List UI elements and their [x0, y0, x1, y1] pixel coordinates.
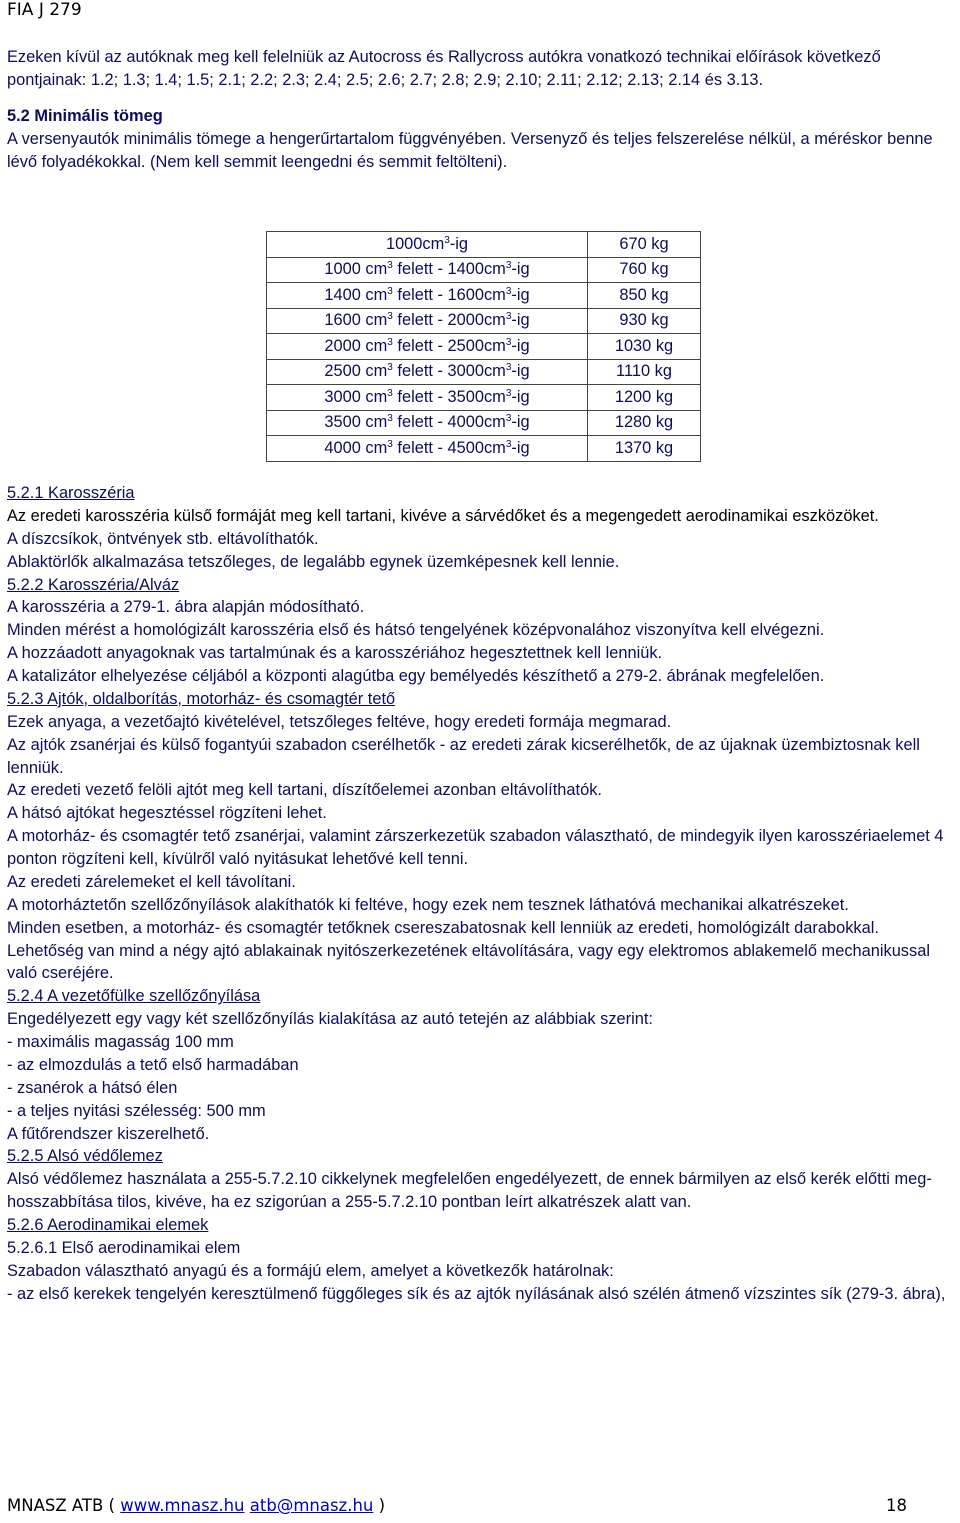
capacity-text: 2000 cm — [324, 336, 388, 355]
capacity-text: felett - 3500cm — [392, 387, 506, 406]
table-row — [267, 257, 701, 283]
section-heading-5-2-5: 5.2.5 Alsó védőlemez — [7, 1147, 163, 1166]
main-content — [7, 46, 955, 174]
paragraph: Az eredeti zárelemeket el kell távolítani. — [7, 872, 296, 891]
superscript: 3 — [505, 387, 512, 399]
list-item: - a teljes nyitási szélesség: 500 mm — [7, 1101, 266, 1120]
superscript: 3 — [505, 413, 512, 425]
capacity-text: felett - 4500cm — [392, 438, 506, 457]
capacity-text: -ig — [511, 311, 530, 330]
capacity-text: 1600 cm — [324, 311, 388, 330]
section-heading-5-2-4: 5.2.4 A vezetőfülke szellőzőnyílása — [7, 987, 261, 1006]
paragraph: Az eredeti karosszéria külső formáját meg kell tartani, kivéve a sárvédőket és a megengedett aerodinamikai eszközöket. — [7, 506, 879, 525]
table-row — [267, 308, 701, 334]
capacity-text: -ig — [511, 362, 530, 381]
page-number: 18 — [886, 1496, 907, 1515]
capacity-text: -ig — [511, 387, 530, 406]
superscript: 3 — [387, 362, 393, 374]
superscript: 3 — [387, 336, 393, 348]
paragraph: A hozzáadott anyagoknak vas tartalmúnak és a karosszériához hegesztettnek kell lenniük. — [7, 644, 663, 663]
capacity-text: felett - 1400cm — [392, 260, 506, 279]
capacity-text: 1400 cm — [324, 285, 388, 304]
capacity-text: 3000 cm — [324, 387, 388, 406]
weight-cell: 1370 kg — [588, 436, 701, 462]
section-heading-5-2-6-1: 5.2.6.1 Első aerodinamikai elem — [7, 1238, 241, 1257]
paragraph: Szabadon választható anyagú és a formájú elem, amelyet a következők határolnak: — [7, 1261, 614, 1280]
section-heading-5-2-2: 5.2.2 Karosszéria/Alváz — [7, 575, 180, 594]
weight-cell: 930 kg — [588, 308, 701, 334]
section-5-2 — [7, 105, 955, 175]
capacity-text: felett - 4000cm — [392, 413, 506, 432]
section-5-2-text — [7, 128, 955, 175]
capacity-cell — [267, 410, 588, 436]
weight-cell: 1110 kg — [588, 359, 701, 385]
paragraph: Minden esetben, a motorház- és csomagtér tetőknek csereszabatosnak kell lenniük az eredeti, homológizált darabokkal. — [7, 918, 879, 937]
capacity-cell — [267, 308, 588, 334]
email-link[interactable]: atb@mnasz.hu — [249, 1496, 374, 1515]
capacity-cell — [267, 436, 588, 462]
table-row — [267, 410, 701, 436]
table-row — [267, 436, 701, 462]
capacity-text: -ig — [511, 260, 530, 279]
footer-suffix: ) — [373, 1496, 386, 1515]
paragraph: Ablaktörlők alkalmazása tetszőleges, de legalább egynek üzemképesnek kell lennie. — [7, 552, 620, 571]
table-row — [267, 232, 701, 258]
list-item: - zsanérok a hátsó élen — [7, 1078, 178, 1097]
superscript: 3 — [387, 413, 393, 425]
regulations-text — [7, 482, 957, 1306]
capacity-text: felett - 2000cm — [392, 311, 506, 330]
capacity-text: felett - 2500cm — [392, 336, 506, 355]
section-heading-5-2-1: 5.2.1 Karosszéria — [7, 484, 135, 502]
capacity-text: 4000 cm — [324, 438, 388, 457]
capacity-cell — [267, 257, 588, 283]
superscript: 3 — [387, 285, 393, 297]
list-item: - az elmozdulás a tető első harmadában — [7, 1055, 299, 1074]
capacity-cell — [267, 232, 588, 258]
page-header: FIA J 279 — [7, 0, 82, 20]
capacity-text: 2500 cm — [324, 362, 388, 381]
paragraph: Alsó védőlemez használata a 255-5.7.2.10 cikkelynek megfelelően engedélyezett, de ennek bármilyen az első kerék előtti meg-hosszabbítása tilos, kivéve, ha ez szigorúan a 255-5.7.2.10 pontban leírt alkatrészek alatt van. — [7, 1170, 932, 1212]
capacity-text: felett - 1600cm — [392, 285, 506, 304]
superscript: 3 — [505, 260, 512, 272]
superscript: 3 — [505, 311, 512, 323]
paragraph: Az ajtók zsanérjai és külső fogantyúi szabadon cserélhetők - az eredeti zárak kicserélhetők, de az újaknak üzembiztosnak kell lenniük. — [7, 735, 920, 777]
superscript: 3 — [387, 311, 393, 323]
paragraph: A katalizátor elhelyezése céljából a központi alagútba egy bemélyedés készíthető a 279-2. ábrának megfelelően. — [7, 667, 825, 685]
capacity-text: felett - 3000cm — [392, 362, 506, 381]
capacity-text: -ig — [511, 413, 530, 432]
capacity-text: -ig — [511, 438, 530, 457]
weight-cell: 1280 kg — [588, 410, 701, 436]
paragraph: A díszcsíkok, öntvények stb. eltávolíthatók. — [7, 529, 319, 548]
paragraph: A fűtőrendszer kiszerelhető. — [7, 1124, 210, 1143]
capacity-cell — [267, 334, 588, 360]
paragraph: A motorháztetőn szellőzőnyílások alakíthatók ki feltéve, hogy ezek nem tesznek láthatóvá mechanikai alkatrészeket. — [7, 895, 849, 914]
capacity-cell — [267, 359, 588, 385]
paragraph: A karosszéria a 279-1. ábra alapján módosítható. — [7, 598, 365, 617]
superscript: 3 — [387, 260, 393, 272]
weight-table — [266, 231, 701, 462]
weight-cell: 1030 kg — [588, 334, 701, 360]
table-row — [267, 334, 701, 360]
section-heading-5-2-6: 5.2.6 Aerodinamikai elemek — [7, 1216, 209, 1234]
capacity-text: 1000cm — [385, 234, 445, 253]
capacity-cell — [267, 283, 588, 309]
superscript: 3 — [505, 362, 512, 374]
weight-cell: 1200 kg — [588, 385, 701, 411]
table-row — [267, 283, 701, 309]
superscript: 3 — [444, 234, 450, 246]
weight-cell: 760 kg — [588, 257, 701, 283]
page-footer — [7, 1496, 907, 1515]
paragraph: Engedélyezett egy vagy két szellőzőnyílás kialakítása az autó tetején az alábbiak szerint: — [7, 1010, 653, 1029]
capacity-text: -ig — [511, 285, 530, 304]
section-5-2-note: (Nem kell semmit leengedni és semmit feltölteni). — [145, 153, 508, 172]
weight-cell: 850 kg — [588, 283, 701, 309]
capacity-cell — [267, 385, 588, 411]
paragraph: A motorház- és csomagtér tető zsanérjai, valamint zárszerkezetük szabadon választható, de mindegyik ilyen karosszériaelemet 4 ponton rögzíteni kell, kívülről való nyitásukat lehetővé kell tenni. — [7, 827, 944, 868]
superscript: 3 — [505, 285, 512, 297]
website-link[interactable]: www.mnasz.hu — [120, 1496, 245, 1515]
superscript: 3 — [387, 438, 393, 450]
intro-paragraph: Ezeken kívül az autóknak meg kell felelniük az Autocross és Rallycross autókra vonatkozó technikai előírások következő pontjainak: 1.2; 1.3; 1.4; 1.5; 2.1; 2.2; 2.3; 2.4; 2.5; 2.6; 2.7; 2.8; 2.9; 2.10; 2.11; 2.12; 2.13; 2.14 és 3.13. — [7, 48, 881, 89]
superscript: 3 — [505, 438, 512, 450]
superscript: 3 — [387, 387, 393, 399]
list-item: - maximális magasság 100 mm — [7, 1033, 234, 1051]
weight-cell: 670 kg — [588, 232, 701, 258]
section-heading-5-2: 5.2 Minimális tömeg — [7, 106, 163, 125]
capacity-text: -ig — [511, 336, 530, 355]
paragraph: Ezek anyaga, a vezetőajtó kivételével, tetszőleges feltéve, hogy eredeti formája megmarad. — [7, 712, 672, 731]
paragraph: A hátsó ajtókat hegesztéssel rögzíteni lehet. — [7, 804, 327, 823]
section-5-2-line: A versenyautók minimális tömege a hengerűrtartalom függvényében. Versenyző és teljes felszerelése nélkül, a méréskor benne lévő folyadékokkal. — [7, 129, 933, 172]
paragraph: Minden mérést a homológizált karosszéria első és hátsó tengelyének középvonalához viszonyítva kell elvégezni. — [7, 621, 825, 640]
superscript: 3 — [505, 336, 512, 348]
capacity-text: -ig — [449, 234, 469, 253]
section-heading-5-2-3: 5.2.3 Ajtók, oldalborítás, motorház- és csomagtér tető — [7, 689, 396, 708]
capacity-text: 3500 cm — [324, 413, 388, 432]
paragraph: Az eredeti vezető felöli ajtót meg kell tartani, díszítőelemei azonban eltávolíthatók. — [7, 781, 602, 800]
table-row — [267, 385, 701, 411]
table-row — [267, 359, 701, 385]
paragraph: Lehetőség van mind a négy ajtó ablakainak nyitószerkezetének eltávolítására, vagy egy elektromos ablakemelő mechanikussal való cseréjére. — [7, 941, 930, 983]
list-item: - az első kerekek tengelyén keresztülmenő függőleges sík és az ajtók nyílásának alsó szélén átmenő vízszintes sík (279-3. ábra), — [7, 1284, 946, 1303]
footer-prefix: MNASZ ATB ( — [7, 1496, 121, 1515]
capacity-text: 1000 cm — [324, 260, 388, 279]
